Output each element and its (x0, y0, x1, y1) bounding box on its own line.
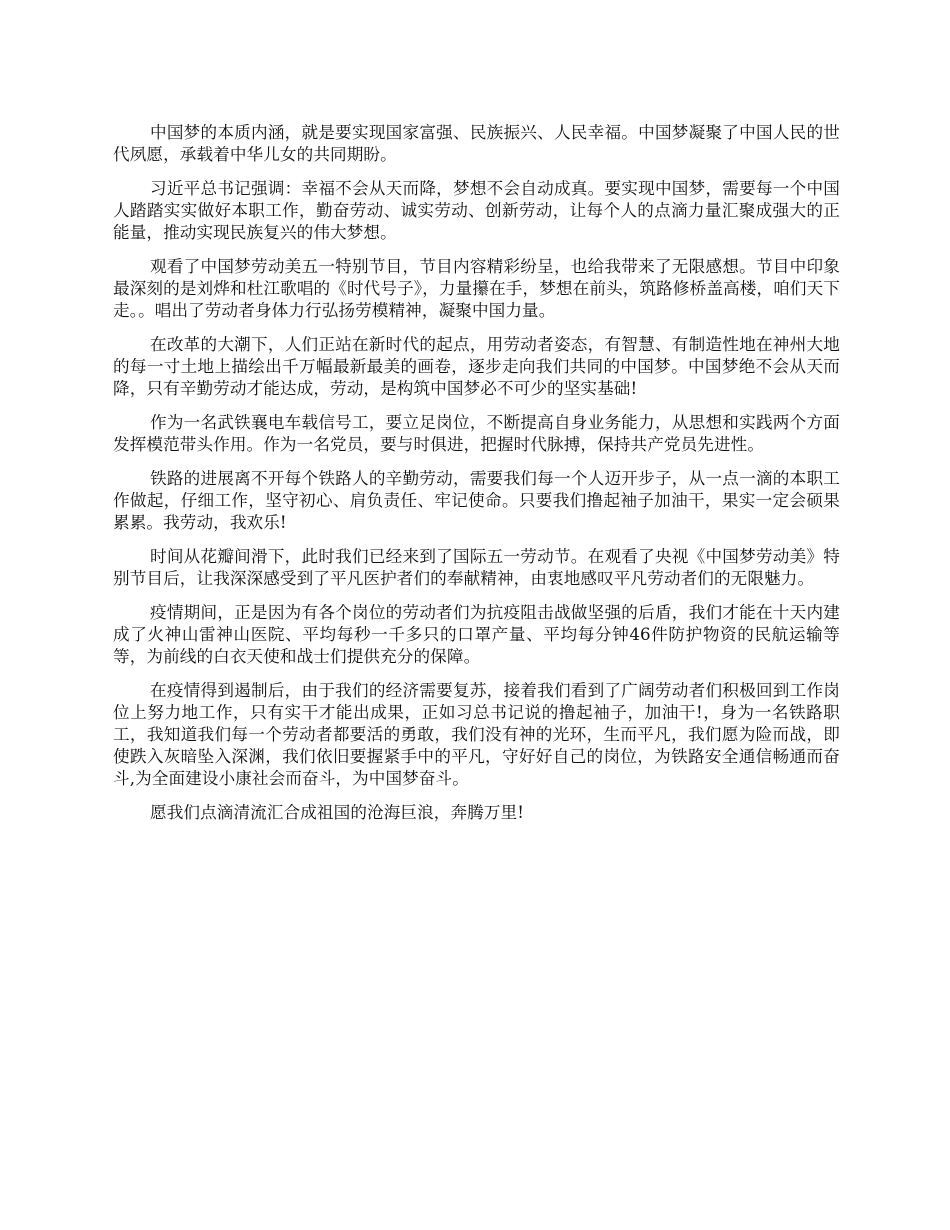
paragraph-5: 作为一名武铁襄电车载信号工，要立足岗位，不断提高自身业务能力，从思想和实践两个方面发挥模范带头作用。作为一名党员，要与时俱进，把握时代脉搏，保持共产党员先进性。 (113, 413, 840, 454)
paragraph-9: 在疫情得到遏制后，由于我们的经济需要复苏，接着我们看到了广阔劳动者们积极回到工作岗位上努力地工作，只有实干才能出成果，正如习总书记说的撸起袖子，加油干!，身为一名铁路职工，我知道我们每一个劳动者都要活的勇敢，我们没有神的光环，生而平凡，我们愿为险而战，即使跌入灰暗坠入深渊，我们依旧要握紧手中的平凡，守好好自己的岗位，为铁路安全通信畅通而奋斗,为全面建设小康社会而奋斗，为中国梦奋斗。 (113, 681, 840, 788)
paragraph-1: 中国梦的本质内涵，就是要实现国家富强、民族振兴、人民幸福。中国梦凝聚了中国人民的世代夙愿，承载着中华儿女的共同期盼。 (113, 123, 840, 164)
paragraph-3: 观看了中国梦劳动美五一特别节目，节目内容精彩纷呈，也给我带来了无限感想。节目中印象最深刻的是刘烨和杜江歌唱的《时代号子》，力量攥在手，梦想在前头，筑路修桥盖高楼，咱们天下走。。唱出了劳动者身体力行弘扬劳模精神，凝聚中国力量。 (113, 257, 840, 320)
paragraph-10: 愿我们点滴清流汇合成祖国的沧海巨浪，奔腾万里! (150, 803, 525, 822)
paragraph-7: 时间从花瓣间滑下，此时我们已经来到了国际五一劳动节。在观看了央视《中国梦劳动美》特别节目后，让我深深感受到了平凡医护者们的奉献精神，由衷地感叹平凡劳动者们的无限魅力。 (113, 547, 840, 588)
paragraph-4: 在改革的大潮下，人们正站在新时代的起点，用劳动者姿态，有智慧、有制造性地在神州大地的每一寸土地上描绘出千万幅最新最美的画卷，逐步走向我们共同的中国梦。中国梦绝不会从天而降，只有辛勤劳动才能达成，劳动，是构筑中国梦必不可少的坚实基础! (113, 335, 840, 398)
paragraph-8: 疫情期间，正是因为有各个岗位的劳动者们为抗疫阻击战做坚强的后盾，我们才能在十天内建成了火神山雷神山医院、平均每秒一千多只的口罩产量、平均每分钟46件防护物资的民航运输等等，为前线的白衣天使和战士们提供充分的保障。 (113, 603, 840, 666)
paragraph-2: 习近平总书记强调：幸福不会从天而降，梦想不会自动成真。要实现中国梦，需要每一个中国人踏踏实实做好本职工作，勤奋劳动、诚实劳动、创新劳动，让每个人的点滴力量汇聚成强大的正能量，推动实现民族复兴的伟大梦想。 (113, 179, 840, 242)
paragraph-6: 铁路的进展离不开每个铁路人的辛勤劳动，需要我们每一个人迈开步子，从一点一滴的本职工作做起，仔细工作，坚守初心、肩负责任、牢记使命。只要我们撸起袖子加油干，果实一定会硕果累累。我劳动，我欢乐! (113, 469, 840, 532)
document-body (113, 122, 840, 836)
